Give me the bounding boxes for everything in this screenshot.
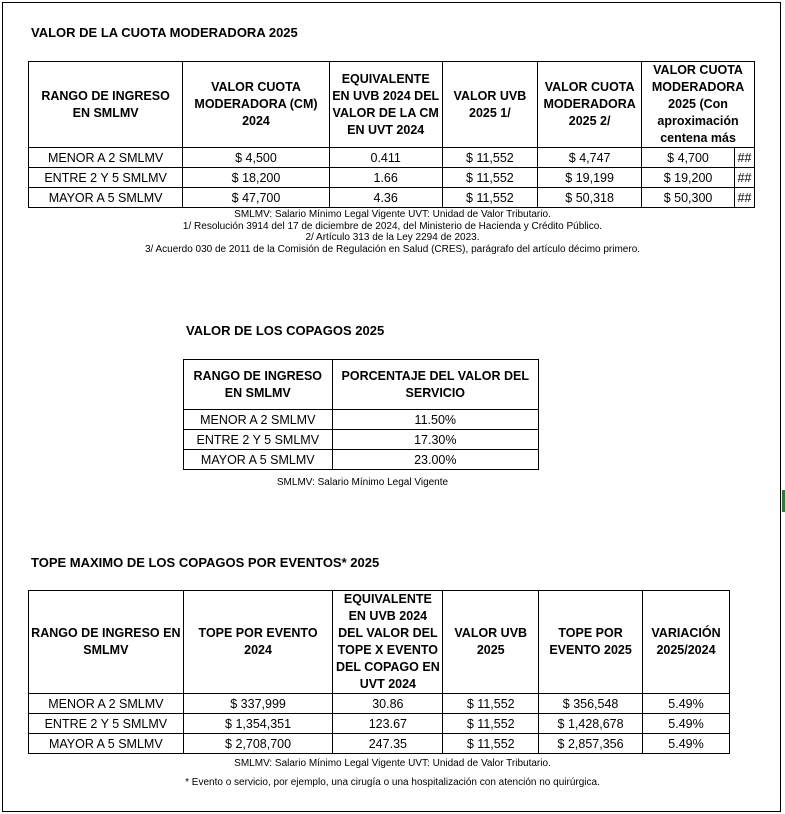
tope-header-cell: VALOR UVB 2025	[443, 591, 539, 694]
table-cell: $ 19,199	[538, 168, 642, 188]
table-cell: MAYOR A 5 SMLMV	[29, 188, 183, 208]
table-cell: MENOR A 2 SMLMV	[184, 410, 333, 430]
table-cell: 17.30%	[332, 430, 538, 450]
table-row	[29, 168, 755, 188]
table-cell: ##	[734, 188, 754, 208]
note-line: * Evento o servicio, por ejemplo, una cirugía o una hospitalización con atención no quirúrgica.	[185, 776, 600, 788]
table-cell: 5.49%	[643, 714, 730, 734]
table-row	[184, 450, 539, 470]
table-cell: $ 47,700	[183, 188, 330, 208]
table-cell: 30.86	[333, 694, 443, 714]
table-cell: $ 11,552	[443, 694, 539, 714]
table-cell: $ 1,428,678	[539, 714, 643, 734]
table-cell: $ 18,200	[183, 168, 330, 188]
table-row	[29, 734, 730, 754]
table-cell: MENOR A 2 SMLMV	[29, 694, 184, 714]
table-cell: 5.49%	[643, 694, 730, 714]
table-cell: 0.411	[329, 148, 442, 168]
table-cell: 5.49%	[643, 734, 730, 754]
note-line: SMLMV: Salario Mínimo Legal Vigente UVT: Unidad de Valor Tributario.	[234, 209, 551, 220]
tope-header-cell: TOPE POR EVENTO 2025	[539, 591, 643, 694]
table-cell: $ 11,552	[443, 734, 539, 754]
table-cell: $ 2,857,356	[539, 734, 643, 754]
copagos-note	[0, 477, 755, 489]
table-cell: MAYOR A 5 SMLMV	[29, 734, 184, 754]
table-cell: ENTRE 2 Y 5 SMLMV	[184, 430, 333, 450]
table-cell: MENOR A 2 SMLMV	[29, 148, 183, 168]
copagos-table	[183, 359, 539, 470]
table-cell: $ 4,500	[183, 148, 330, 168]
cm-notes	[0, 209, 785, 255]
tope-header-cell: EQUIVALENTE EN UVB 2024 DEL VALOR DEL TOPE X EVENTO DEL COPAGO EN UVT 2024	[333, 591, 443, 694]
table-row	[29, 148, 755, 168]
table-cell: $ 11,552	[442, 148, 538, 168]
table-row	[29, 694, 730, 714]
cm-header-cell: VALOR CUOTA MODERADORA 2025 (Con aproximación centena más	[642, 62, 755, 148]
table-cell: $ 4,747	[538, 148, 642, 168]
table-cell: 11.50%	[332, 410, 538, 430]
table-cell: 23.00%	[332, 450, 538, 470]
tope-header-cell: VARIACIÓN 2025/2024	[643, 591, 730, 694]
cm-header-cell: EQUIVALENTE EN UVB 2024 DEL VALOR DE LA CM EN UVT 2024	[329, 62, 442, 148]
table-cell: ##	[734, 148, 754, 168]
note-line: SMLMV: Salario Mínimo Legal Vigente UVT: Unidad de Valor Tributario.	[234, 758, 551, 769]
table-cell: 4.36	[329, 188, 442, 208]
cm-header-cell: VALOR CUOTA MODERADORA (CM) 2024	[183, 62, 330, 148]
table-cell: ENTRE 2 Y 5 SMLMV	[29, 714, 184, 734]
table-cell: 123.67	[333, 714, 443, 734]
table-cell: ##	[734, 168, 754, 188]
cm-table	[28, 61, 755, 208]
table-cell: MAYOR A 5 SMLMV	[184, 450, 333, 470]
tope-notes	[0, 758, 785, 788]
cm-header-cell: VALOR UVB 2025 1/	[442, 62, 538, 148]
copagos-header-cell: RANGO DE INGRESO EN SMLMV	[184, 360, 333, 410]
cm-title: VALOR DE LA CUOTA MODERADORA 2025	[31, 25, 298, 40]
table-row	[29, 714, 730, 734]
table-cell: $ 11,552	[442, 168, 538, 188]
table-cell: $ 356,548	[539, 694, 643, 714]
table-row	[29, 188, 755, 208]
table-cell: $ 50,300	[642, 188, 735, 208]
copagos-header-cell: PORCENTAJE DEL VALOR DEL SERVICIO	[332, 360, 538, 410]
table-cell: $ 337,999	[183, 694, 333, 714]
table-cell: $ 50,318	[538, 188, 642, 208]
table-row	[184, 430, 539, 450]
table-cell: $ 11,552	[442, 188, 538, 208]
table-cell: $ 19,200	[642, 168, 735, 188]
table-cell: $ 11,552	[443, 714, 539, 734]
note-line: 3/ Acuerdo 030 de 2011 de la Comisión de Regulación en Salud (CRES), parágrafo del artículo décimo primero.	[144, 243, 641, 255]
tope-header-cell: TOPE POR EVENTO 2024	[183, 591, 333, 694]
copagos-title: VALOR DE LOS COPAGOS 2025	[186, 323, 385, 338]
table-row	[184, 410, 539, 430]
table-cell: 1.66	[329, 168, 442, 188]
table-cell: $ 2,708,700	[183, 734, 333, 754]
table-cell: $ 1,354,351	[183, 714, 333, 734]
tope-title: TOPE MAXIMO DE LOS COPAGOS POR EVENTOS* 2025	[31, 555, 380, 570]
note-line: 2/ Artículo 313 de la Ley 2294 de 2023.	[305, 232, 480, 243]
cm-header-cell: VALOR CUOTA MODERADORA 2025 2/	[538, 62, 642, 148]
tope-table	[28, 590, 730, 754]
table-cell: ENTRE 2 Y 5 SMLMV	[29, 168, 183, 188]
cm-header-cell: RANGO DE INGRESO EN SMLMV	[29, 62, 183, 148]
table-cell: 247.35	[333, 734, 443, 754]
note-line: 1/ Resolución 3914 del 17 de diciembre de 2024, del Ministerio de Hacienda y Crédito Público.	[182, 220, 603, 232]
copagos-header-row	[184, 360, 539, 410]
tope-header-cell: RANGO DE INGRESO EN SMLMV	[29, 591, 184, 694]
table-cell: $ 4,700	[642, 148, 735, 168]
note-line: SMLMV: Salario Mínimo Legal Vigente	[276, 477, 449, 488]
cm-header-row	[29, 62, 755, 148]
tope-header-row	[29, 591, 730, 694]
